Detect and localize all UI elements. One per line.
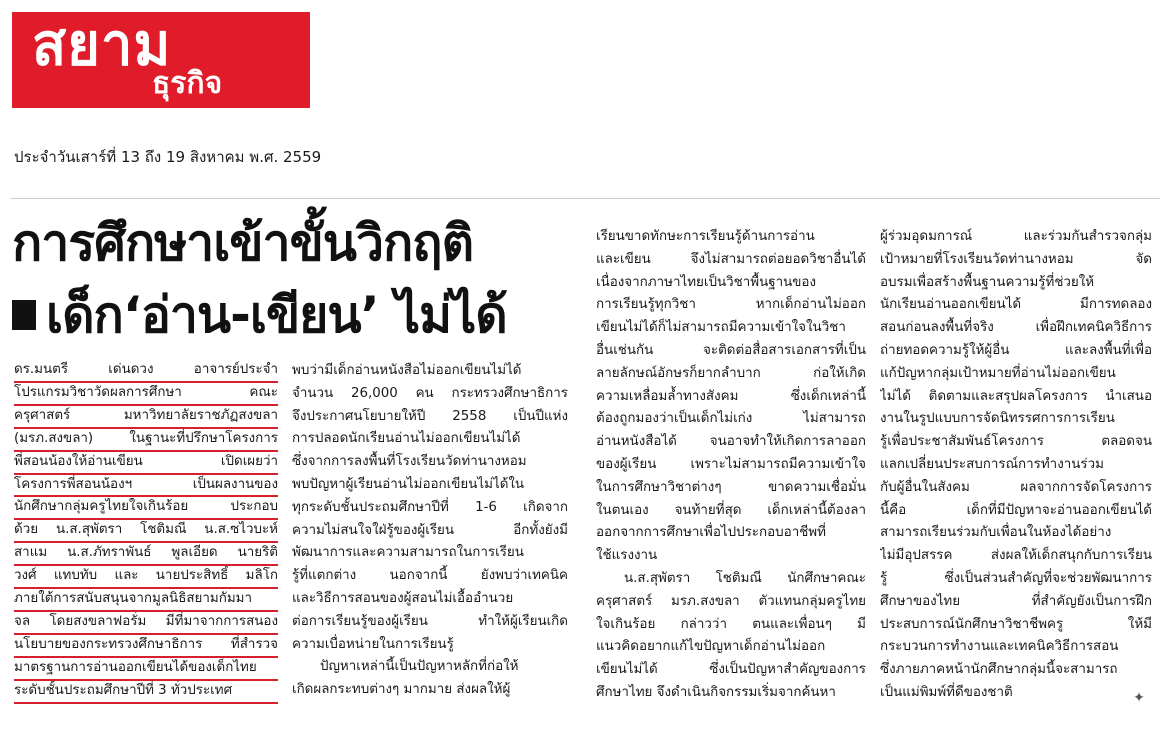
article-line: พี่สอนน้องให้อ่านเขียน เปิดเผยว่า: [14, 452, 278, 475]
article-line: อบรมเพื่อสร้างพื้นฐานความรู้ที่ช่วยให้: [880, 274, 1095, 290]
article-line: ปัญหาเหล่านี้เป็นปัญหาหลักที่ก่อให้: [320, 659, 519, 675]
newspaper-logo: [12, 12, 310, 108]
article-line: ภายใต้การสนับสนุนจากมูลนิธิสยามกัมมา: [14, 589, 278, 612]
article-line: วงศ์ แทบทับ และ นายประสิทธิ์ มลิโก: [14, 566, 278, 589]
article-line: ซึ่งจากการลงพื้นที่โรงเรียนวัดท่านางหอม: [292, 454, 527, 470]
article-line: จล โดยสงขลาฟอรั่ม มีที่มาจากการสนอง: [14, 612, 278, 635]
article-line: และวิธีการสอนของผู้สอนไม่เอื้ออำนวย: [292, 590, 514, 606]
article-line: ผู้ร่วมอุดมการณ์ และร่วมกันสำรวจกลุ่ม: [880, 229, 1152, 244]
article-line: ด้วย น.ส.สุพัตรา โชติมณี น.ส.ซไวบะห์: [14, 520, 278, 543]
article-line: ความเบื่อหน่ายในการเรียนรู้: [292, 636, 454, 652]
article-line: รู้ที่แตกต่าง นอกจากนี้ ยังพบว่าเทคนิค: [292, 568, 568, 584]
article-line: ครุศาสตร์ มรภ.สงขลา ตัวแทนกลุ่มครูไทย: [596, 593, 866, 609]
article-line: กับผู้อื่นในสังคม ผลจากการจัดโครงการ: [880, 479, 1152, 495]
article-line: นักศึกษากลุ่มครูไทยใจเกินร้อย ประกอบ: [14, 497, 278, 520]
article-line: พบปัญหาผู้เรียนอ่านไม่ออกเขียนไม่ได้ใน: [292, 476, 525, 492]
article-line: สอนก่อนลงพื้นที่จริง เพื่อฝึกเทคนิควิธีการ: [880, 320, 1152, 336]
clipping-mark-icon: ✦: [1133, 690, 1145, 706]
logo-sub-text: ธุรกิจ: [152, 66, 223, 101]
article-column-3: [596, 226, 866, 705]
article-line: (มรภ.สงขลา) ในฐานะที่ปรึกษาโครงการ: [14, 429, 278, 452]
article-line: แลกเปลี่ยนประสบการณ์การทำงานร่วม: [880, 456, 1104, 472]
publication-date: ประจำวันเสาร์ที่ 13 ถึง 19 สิงหาคม พ.ศ. 2559: [14, 148, 322, 166]
article-line: พัฒนาการและความสามารถในการเรียน: [292, 545, 524, 561]
article-line: ไม่มีอุปสรรค ส่งผลให้เด็กสนุกกับการเรียน: [880, 548, 1152, 564]
article-line: เนื่องจากภาษาไทยเป็นวิชาพื้นฐานของ: [596, 274, 817, 290]
headline-line-2-text: เด็ก‘อ่าน-เขียน’ ไม่ได้: [46, 286, 507, 344]
square-bullet-icon: [12, 300, 36, 330]
article-line: นี้คือ เด็กที่มีปัญหาจะอ่านออกเขียนได้: [880, 502, 1152, 518]
divider: [10, 198, 1160, 199]
article-line: ออกจากการศึกษาเพื่อไปประกอบอาชีพที่: [596, 525, 826, 541]
headline-line-2: [12, 282, 507, 348]
article-line: ในการศึกษาวิชาต่างๆ ขาดความเชื่อมั่น: [596, 479, 866, 495]
article-line: เรียนขาดทักษะการเรียนรู้ด้านการอ่าน: [596, 229, 815, 244]
article-line: นโยบายของกระทรวงศึกษาธิการ ที่สำรวจ: [14, 635, 278, 658]
article-line: การเรียนรู้ทุกวิชา หากเด็กอ่านไม่ออก: [596, 297, 866, 313]
article-line: เกิดผลกระทบต่างๆ มากมาย ส่งผลให้ผู้: [292, 682, 511, 698]
article-line: เป้าหมายที่โรงเรียนวัดท่านางหอม จัด: [880, 251, 1152, 267]
article-line: สาแม น.ส.ภัทราพันธ์ พูลเอียด นายริติ: [14, 543, 278, 566]
article-line: จำนวน 26,000 คน กระทรวงศึกษาธิการ: [292, 385, 568, 401]
article-line: การปลอดนักเรียนอ่านไม่ออกเขียนไม่ได้: [292, 431, 521, 447]
article-line: ความไม่สนใจใฝ่รู้ของผู้เรียน อีกทั้งยังมี: [292, 522, 568, 538]
article-line: รู้เพื่อประชาสัมพันธ์โครงการ ตลอดจน: [880, 434, 1152, 450]
article-column-1: [14, 360, 278, 704]
article-line: น.ส.สุพัตรา โชติมณี นักศึกษาคณะ: [624, 570, 866, 586]
article-line: ศึกษาไทย จึงดำเนินกิจกรรมเริ่มจากค้นหา: [596, 684, 836, 700]
article-line: ทุกระดับชั้นประถมศึกษาปีที่ 1-6 เกิดจาก: [292, 499, 568, 515]
article-line: และเขียน จึงไม่สามารถต่อยอดวิชาอื่นได้: [596, 251, 866, 267]
article-line: ซึ่งภายภาคหน้านักศึกษากลุ่มนี้จะสามารถ: [880, 662, 1118, 678]
article-line: เป็นแม่พิมพ์ที่ดีของชาติ: [880, 684, 1013, 700]
article-line: แก้ปัญหากลุ่มเป้าหมายที่อ่านไม่ออกเขียน: [880, 365, 1116, 381]
article-line: พบว่ามีเด็กอ่านหนังสือไม่ออกเขียนไม่ได้: [292, 363, 522, 378]
article-line: อื่นเช่นกัน จะติดต่อสื่อสารเอกสารที่เป็น: [596, 342, 866, 358]
article-line: มาตรฐานการอ่านออกเขียนได้ของเด็กไทย: [14, 658, 278, 681]
article-line: รู้ ซึ่งเป็นส่วนสำคัญที่จะช่วยพัฒนาการ: [880, 570, 1152, 586]
article-line: ลายลักษณ์อักษรก็ยากลำบาก ก่อให้เกิด: [596, 365, 866, 381]
article-line: นักเรียนอ่านออกเขียนได้ มีการทดลอง: [880, 297, 1152, 313]
article-line: ใจเกินร้อย กล่าวว่า ตนและเพื่อนๆ มี: [596, 616, 866, 632]
article-line: สามารถเรียนร่วมกับเพื่อนในห้องได้อย่าง: [880, 525, 1112, 541]
article-line: กระบวนการทำงานและเทคนิควิธีการสอน: [880, 639, 1119, 655]
article-line: โปรแกรมวิชาวัดผลการศึกษา คณะ: [14, 383, 278, 406]
article-line: ไม่ได้ ติดตามและสรุปผลโครงการ นำเสนอ: [880, 388, 1152, 404]
article-column-2: [292, 360, 568, 702]
article-line: ดร.มนตรี เด่นดวง อาจารย์ประจำ: [14, 360, 278, 383]
article-line: ของผู้เรียน เพราะไม่สามารถมีความเข้าใจ: [596, 456, 866, 472]
headline-line-1: การศึกษาเข้าขั้นวิกฤติ: [12, 214, 474, 272]
article-column-4: [880, 226, 1152, 705]
article-line: ระดับชั้นประถมศึกษาปีที่ 3 ทั่วประเทศ: [14, 681, 278, 704]
article-line: แนวคิดอยากแก้ไขปัญหาเด็กอ่านไม่ออก: [596, 639, 826, 655]
article-line: เขียนไม่ได้ก็ไม่สามารถมีความเข้าใจในวิชา: [596, 320, 846, 336]
article-line: ศึกษาของไทย ที่สำคัญยังเป็นการฝึก: [880, 593, 1152, 609]
article-line: ครุศาสตร์ มหาวิทยาลัยราชภัฏสงขลา: [14, 406, 278, 429]
article-line: ประสบการณ์นักศึกษาวิชาชีพครู ให้มี: [880, 616, 1152, 632]
logo-main-text: สยาม: [32, 12, 172, 80]
article-line: ต้องถูกมองว่าเป็นเด็กไม่เก่ง ไม่สามารถ: [596, 411, 866, 427]
article-line: ในตนเอง จนท้ายที่สุด เด็กเหล่านี้ต้องลา: [596, 502, 866, 518]
article-line: ต่อการเรียนรู้ของผู้เรียน ทำให้ผู้เรียนเกิด: [292, 613, 568, 629]
article-line: ใช้แรงงาน: [596, 548, 658, 564]
article-line: เขียนไม่ได้ ซึ่งเป็นปัญหาสำคัญของการ: [596, 662, 866, 678]
article-line: จึงประกาศนโยบายให้ปี 2558 เป็นปีแห่ง: [292, 408, 568, 424]
article-line: งานในรูปแบบการจัดนิทรรศการการเรียน: [880, 411, 1115, 427]
article-line: อ่านหนังสือได้ จนอาจทำให้เกิดการลาออก: [596, 434, 866, 450]
article-line: ถ่ายทอดความรู้ให้ผู้อื่น และลงพื้นที่เพื่อ: [880, 342, 1152, 358]
article-line: ความเหลื่อมล้ำทางสังคม ซึ่งเด็กเหล่านี้: [596, 388, 866, 404]
article-line: โครงการพี่สอนน้องฯ เป็นผลงานของ: [14, 475, 278, 498]
